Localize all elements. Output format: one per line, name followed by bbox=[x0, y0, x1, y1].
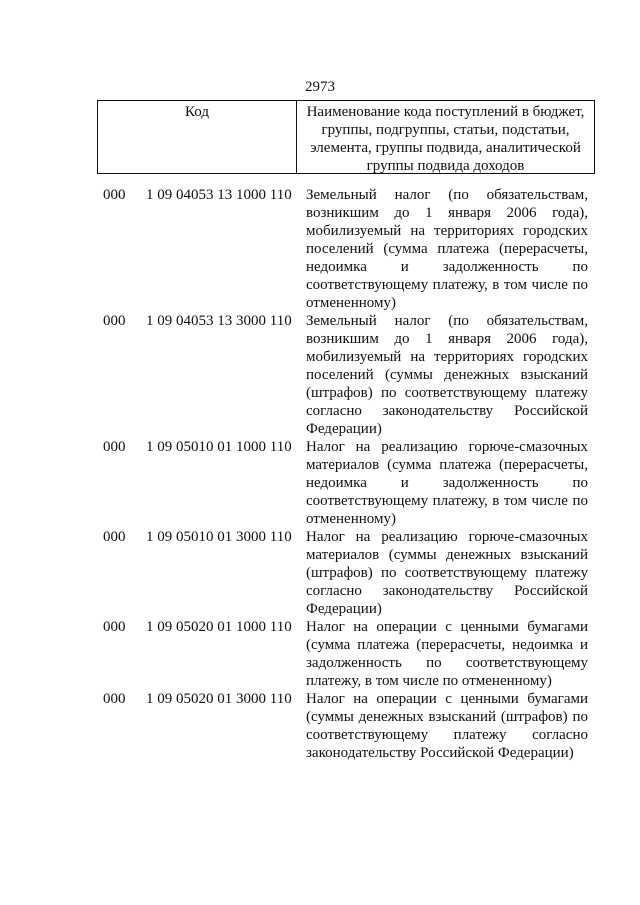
admin-code: 000 bbox=[103, 313, 126, 329]
table-row bbox=[0, 438, 640, 528]
admin-code: 000 bbox=[103, 619, 126, 635]
admin-code: 000 bbox=[103, 439, 126, 455]
header-code-label: Код bbox=[98, 101, 297, 173]
page-number: 2973 bbox=[305, 79, 335, 95]
revenue-description: Налог на операции с ценными бумагами (сумма платежа (перерасчеты, недоимка и задолженность по соответствующему платежу, в том числе по отмененному) bbox=[306, 619, 588, 689]
admin-code: 000 bbox=[103, 691, 126, 707]
admin-code: 000 bbox=[103, 187, 126, 203]
table-header bbox=[97, 100, 595, 174]
revenue-code: 1 09 05010 01 1000 110 bbox=[146, 439, 292, 455]
revenue-description: Налог на реализацию горюче-смазочных материалов (сумма платежа (перерасчеты, недоимка и задолженность по соответствующему платежу, в том числе по отмененному) bbox=[306, 439, 588, 527]
revenue-description: Земельный налог (по обязательствам, возникшим до 1 января 2006 года), мобилизуемый на территориях городских поселений (сумма платежа (перерасчеты, недоимка и задолженность по соответствующему платежу, в том числе по отмененному) bbox=[306, 187, 588, 311]
table-row bbox=[0, 528, 640, 618]
header-name-label: Наименование кода поступлений в бюджет, группы, подгруппы, статьи, подстатьи, элемента, группы подвида, аналитической группы подвида доходов bbox=[306, 104, 585, 174]
revenue-code: 1 09 04053 13 3000 110 bbox=[146, 313, 292, 329]
revenue-code: 1 09 05010 01 3000 110 bbox=[146, 529, 292, 545]
table-row bbox=[0, 690, 640, 762]
revenue-description: Налог на реализацию горюче-смазочных материалов (суммы денежных взысканий (штрафов) по соответствующему платежу согласно законодательству Российской Федерации) bbox=[306, 529, 588, 617]
table-row bbox=[0, 312, 640, 438]
revenue-code-list bbox=[0, 186, 640, 762]
table-row bbox=[0, 186, 640, 312]
revenue-code: 1 09 05020 01 1000 110 bbox=[146, 619, 292, 635]
table-row bbox=[0, 618, 640, 690]
admin-code: 000 bbox=[103, 529, 126, 545]
revenue-description: Земельный налог (по обязательствам, возникшим до 1 января 2006 года), мобилизуемый на территориях городских поселений (суммы денежных взысканий (штрафов) по соответствующему платежу согласно законодательству Российской Федерации) bbox=[306, 313, 588, 437]
revenue-description: Налог на операции с ценными бумагами (суммы денежных взысканий (штрафов) по соответствующему платежу согласно законодательству Российской Федерации) bbox=[306, 691, 588, 761]
revenue-code: 1 09 04053 13 1000 110 bbox=[146, 187, 292, 203]
revenue-code: 1 09 05020 01 3000 110 bbox=[146, 691, 292, 707]
